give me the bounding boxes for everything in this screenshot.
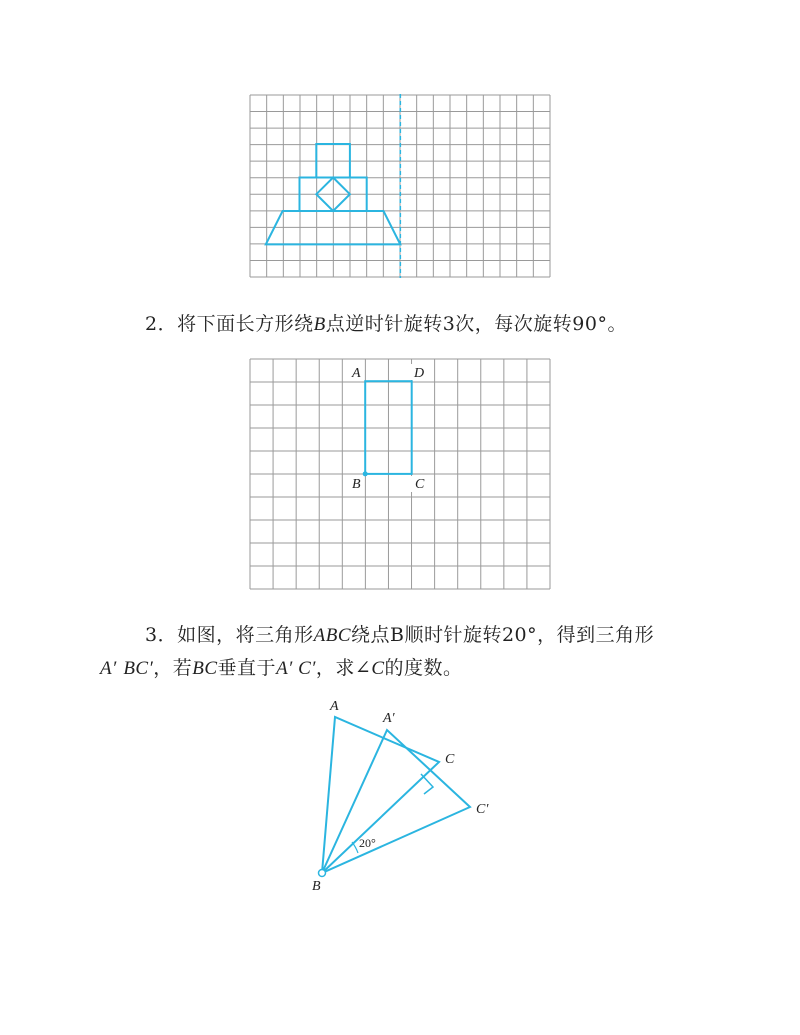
question-3-a-prime: A′ (100, 658, 117, 679)
triangle-abc (322, 717, 439, 873)
rotation-center-b (319, 870, 326, 877)
label-b: B (312, 879, 321, 894)
label-b: B (352, 477, 361, 492)
question-3-bc: BC (192, 658, 218, 679)
question-3-text-a: 如图，将三角形 (177, 624, 314, 646)
question-3-bc-prime: BC′ (123, 658, 154, 679)
angle-arc-20 (352, 842, 358, 853)
figure-1-grid (249, 94, 551, 278)
question-2-point: B (313, 314, 326, 335)
label-c: C (415, 477, 425, 492)
question-3-number: 3． (145, 624, 178, 646)
question-3-text-d: 垂直于 (217, 657, 277, 679)
question-2-text (145, 309, 627, 340)
question-2-text-after: 点逆时针旋转3次，每次旋转90°。 (325, 313, 627, 335)
question-3-a-prime-c-prime: A′ C′ (276, 658, 316, 679)
question-3-text-f: 的度数。 (384, 657, 463, 679)
rotation-point-b (363, 471, 368, 476)
label-a-prime: A′ (383, 711, 395, 726)
question-3-text-e: ，求∠ (315, 657, 372, 679)
question-3-triangle-abc: ABC (313, 625, 351, 646)
question-2-text-before: 将下面长方形绕 (177, 313, 314, 335)
label-c: C (445, 752, 455, 767)
question-2-number: 2． (145, 313, 178, 335)
label-d: D (414, 366, 425, 381)
question-3-line-2 (100, 653, 463, 684)
figure-3-triangles (300, 695, 510, 895)
angle-label: 20° (359, 836, 376, 850)
label-a: A (352, 366, 361, 381)
question-3-text-c: ，若 (153, 657, 193, 679)
right-angle-mark (421, 774, 433, 794)
question-3-text-b: 绕点B顺时针旋转20°，得到三角形 (351, 624, 655, 646)
question-3-angle-c: C (371, 658, 385, 679)
label-c-prime: C′ (476, 802, 489, 817)
label-a: A (330, 699, 339, 714)
figure-2-grid (249, 358, 551, 590)
question-3-line-1 (145, 620, 654, 651)
